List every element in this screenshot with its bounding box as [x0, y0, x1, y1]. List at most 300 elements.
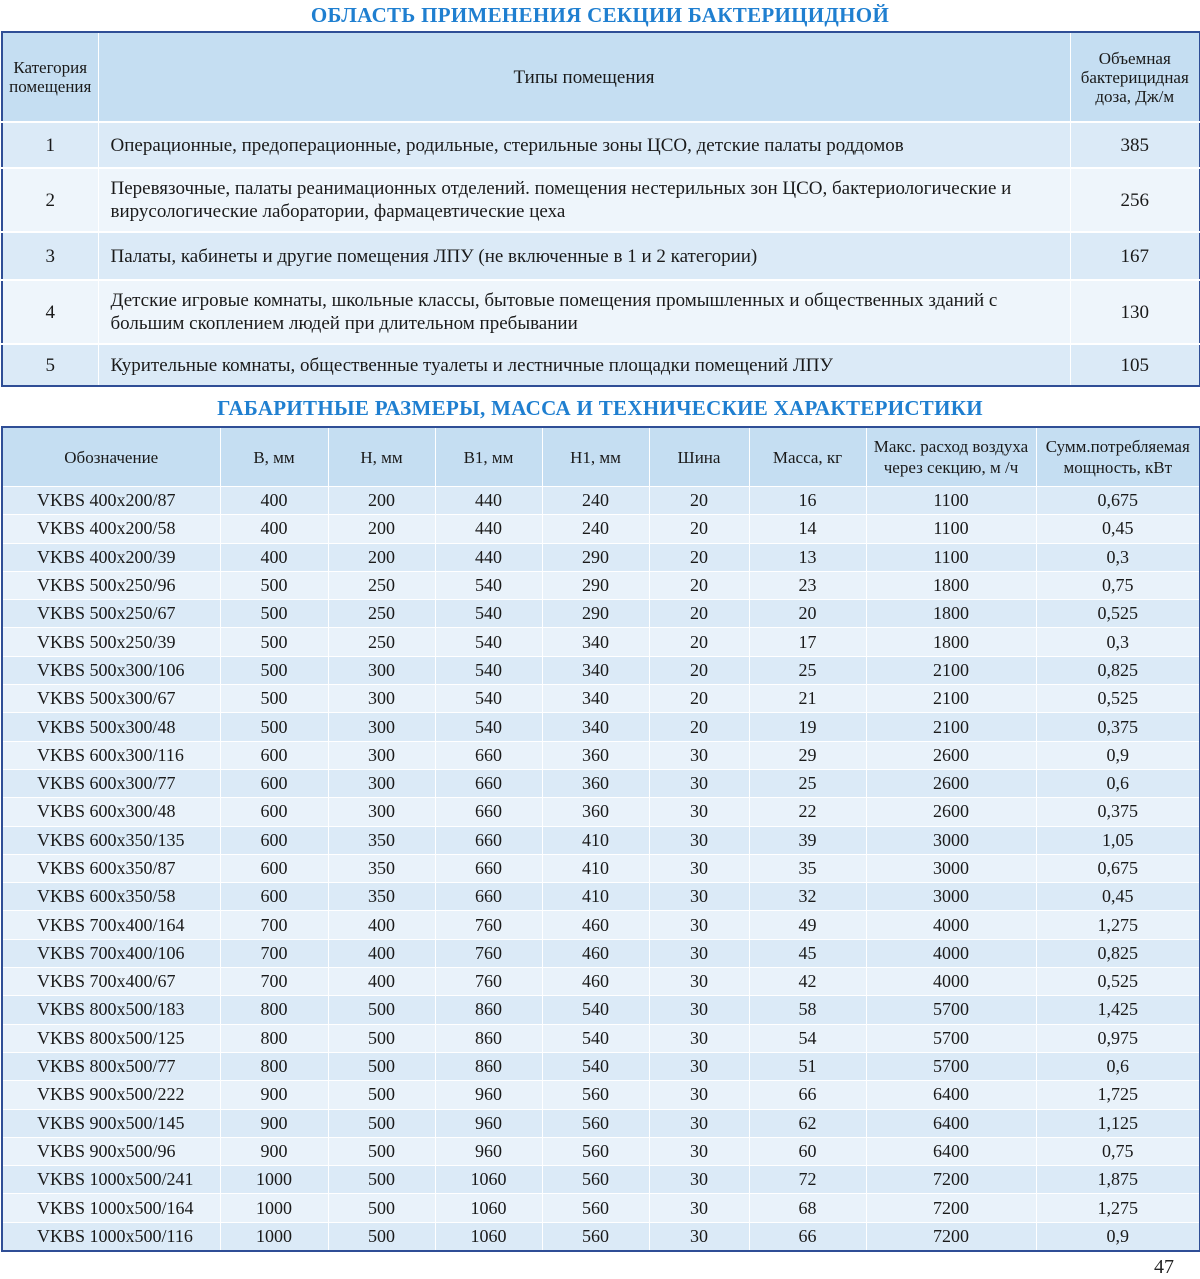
h1-cell: 560: [542, 1109, 649, 1137]
b1-cell: 660: [435, 883, 542, 911]
mass-cell: 60: [749, 1137, 866, 1165]
designation-cell: VKBS 500x300/106: [2, 656, 220, 684]
specs-table: [1, 426, 1200, 1252]
b1-cell: 760: [435, 911, 542, 939]
h1-cell: 240: [542, 487, 649, 515]
bus-cell: 30: [649, 798, 749, 826]
mass-cell: 29: [749, 741, 866, 769]
power-cell: 0,525: [1036, 685, 1200, 713]
designation-cell: VKBS 600x350/58: [2, 883, 220, 911]
designation-cell: VKBS 600x300/77: [2, 769, 220, 797]
h1-cell: 560: [542, 1222, 649, 1251]
header-h1: H1, мм: [542, 427, 649, 487]
category-cell: 3: [2, 232, 98, 280]
b1-cell: 660: [435, 769, 542, 797]
header-types: Типы помещения: [98, 32, 1070, 122]
mass-cell: 66: [749, 1081, 866, 1109]
h1-cell: 360: [542, 741, 649, 769]
b1-cell: 660: [435, 798, 542, 826]
power-cell: 0,9: [1036, 1222, 1200, 1251]
h-cell: 350: [328, 883, 435, 911]
dose-cell: 130: [1070, 280, 1200, 344]
h1-cell: 460: [542, 939, 649, 967]
airflow-cell: 4000: [866, 939, 1036, 967]
bus-cell: 30: [649, 854, 749, 882]
b-cell: 900: [220, 1081, 328, 1109]
header-bus: Шина: [649, 427, 749, 487]
table-row: [2, 656, 1200, 684]
h-cell: 200: [328, 487, 435, 515]
mass-cell: 35: [749, 854, 866, 882]
airflow-cell: 1800: [866, 571, 1036, 599]
bus-cell: 20: [649, 515, 749, 543]
bus-cell: 30: [649, 968, 749, 996]
table-row: [2, 1222, 1200, 1251]
mass-cell: 54: [749, 1024, 866, 1052]
bus-cell: 20: [649, 543, 749, 571]
b1-cell: 660: [435, 854, 542, 882]
header-airflow: Макс. расход воздуха через секцию, м /ч: [866, 427, 1036, 487]
airflow-cell: 3000: [866, 854, 1036, 882]
table-row: [2, 685, 1200, 713]
table-row: [2, 798, 1200, 826]
mass-cell: 62: [749, 1109, 866, 1137]
airflow-cell: 1800: [866, 600, 1036, 628]
airflow-cell: 3000: [866, 826, 1036, 854]
table-row: [2, 1081, 1200, 1109]
b-cell: 1000: [220, 1222, 328, 1251]
table-row: [2, 543, 1200, 571]
mass-cell: 21: [749, 685, 866, 713]
h-cell: 350: [328, 826, 435, 854]
category-cell: 5: [2, 344, 98, 386]
designation-cell: VKBS 600x350/135: [2, 826, 220, 854]
h-cell: 500: [328, 1109, 435, 1137]
b-cell: 500: [220, 600, 328, 628]
table-row: [2, 1194, 1200, 1222]
b-cell: 500: [220, 685, 328, 713]
designation-cell: VKBS 500x250/39: [2, 628, 220, 656]
power-cell: 0,525: [1036, 968, 1200, 996]
b-cell: 600: [220, 798, 328, 826]
mass-cell: 20: [749, 600, 866, 628]
power-cell: 0,525: [1036, 600, 1200, 628]
bus-cell: 30: [649, 996, 749, 1024]
h1-cell: 560: [542, 1194, 649, 1222]
room-type-cell: Перевязочные, палаты реанимационных отделений. помещения нестерильных зон ЦСО, бактериологические и вирусологические лаборатории, фармацевтические цеха: [98, 168, 1070, 232]
bus-cell: 20: [649, 628, 749, 656]
b-cell: 600: [220, 741, 328, 769]
designation-cell: VKBS 700x400/67: [2, 968, 220, 996]
h1-cell: 410: [542, 826, 649, 854]
b-cell: 800: [220, 1052, 328, 1080]
designation-cell: VKBS 400x200/58: [2, 515, 220, 543]
bus-cell: 30: [649, 826, 749, 854]
h1-cell: 360: [542, 798, 649, 826]
h1-cell: 290: [542, 543, 649, 571]
header-power: Сумм.потребляемая мощность, кВт: [1036, 427, 1200, 487]
airflow-cell: 7200: [866, 1222, 1036, 1251]
mass-cell: 58: [749, 996, 866, 1024]
h1-cell: 410: [542, 854, 649, 882]
table-row: [2, 939, 1200, 967]
power-cell: 0,3: [1036, 628, 1200, 656]
b1-cell: 660: [435, 826, 542, 854]
airflow-cell: 2100: [866, 656, 1036, 684]
h1-cell: 540: [542, 996, 649, 1024]
power-cell: 1,425: [1036, 996, 1200, 1024]
designation-cell: VKBS 500x250/67: [2, 600, 220, 628]
b-cell: 900: [220, 1109, 328, 1137]
bus-cell: 30: [649, 769, 749, 797]
mass-cell: 72: [749, 1166, 866, 1194]
table-row: [2, 769, 1200, 797]
table-row: [2, 168, 1200, 232]
b1-cell: 860: [435, 996, 542, 1024]
b1-cell: 540: [435, 656, 542, 684]
airflow-cell: 2100: [866, 713, 1036, 741]
h1-cell: 540: [542, 1024, 649, 1052]
b-cell: 600: [220, 769, 328, 797]
table-row: [2, 344, 1200, 386]
power-cell: 1,725: [1036, 1081, 1200, 1109]
mass-cell: 45: [749, 939, 866, 967]
designation-cell: VKBS 400x200/87: [2, 487, 220, 515]
mass-cell: 25: [749, 769, 866, 797]
h1-cell: 290: [542, 600, 649, 628]
table-row: [2, 628, 1200, 656]
room-type-cell: Детские игровые комнаты, школьные классы, бытовые помещения промышленных и общественных зданий с большим скоплением людей при длительном пребывании: [98, 280, 1070, 344]
h-cell: 500: [328, 1137, 435, 1165]
airflow-cell: 1100: [866, 543, 1036, 571]
power-cell: 0,45: [1036, 515, 1200, 543]
designation-cell: VKBS 700x400/164: [2, 911, 220, 939]
mass-cell: 39: [749, 826, 866, 854]
designation-cell: VKBS 800x500/125: [2, 1024, 220, 1052]
room-type-cell: Палаты, кабинеты и другие помещения ЛПУ (не включенные в 1 и 2 категории): [98, 232, 1070, 280]
h1-cell: 560: [542, 1166, 649, 1194]
h-cell: 300: [328, 769, 435, 797]
bus-cell: 30: [649, 1109, 749, 1137]
b1-cell: 1060: [435, 1194, 542, 1222]
mass-cell: 66: [749, 1222, 866, 1251]
power-cell: 0,45: [1036, 883, 1200, 911]
mass-cell: 14: [749, 515, 866, 543]
designation-cell: VKBS 500x300/67: [2, 685, 220, 713]
designation-cell: VKBS 900x500/145: [2, 1109, 220, 1137]
airflow-cell: 1800: [866, 628, 1036, 656]
power-cell: 1,275: [1036, 1194, 1200, 1222]
h-cell: 400: [328, 911, 435, 939]
b1-cell: 440: [435, 543, 542, 571]
bus-cell: 20: [649, 487, 749, 515]
h1-cell: 560: [542, 1137, 649, 1165]
category-cell: 1: [2, 122, 98, 168]
h-cell: 500: [328, 1166, 435, 1194]
b1-cell: 440: [435, 487, 542, 515]
b-cell: 700: [220, 939, 328, 967]
h-cell: 300: [328, 713, 435, 741]
b1-cell: 1060: [435, 1166, 542, 1194]
b-cell: 600: [220, 826, 328, 854]
designation-cell: VKBS 800x500/77: [2, 1052, 220, 1080]
airflow-cell: 2600: [866, 769, 1036, 797]
table-row: [2, 911, 1200, 939]
bus-cell: 30: [649, 1137, 749, 1165]
category-cell: 2: [2, 168, 98, 232]
h1-cell: 560: [542, 1081, 649, 1109]
h-cell: 400: [328, 968, 435, 996]
dose-cell: 385: [1070, 122, 1200, 168]
h-cell: 500: [328, 1081, 435, 1109]
header-category: Категория помещения: [2, 32, 98, 122]
power-cell: 0,6: [1036, 769, 1200, 797]
bus-cell: 30: [649, 1166, 749, 1194]
table-row: [2, 1052, 1200, 1080]
h-cell: 250: [328, 628, 435, 656]
b1-cell: 540: [435, 628, 542, 656]
b1-cell: 540: [435, 571, 542, 599]
mass-cell: 17: [749, 628, 866, 656]
h-cell: 300: [328, 656, 435, 684]
table-row: [2, 826, 1200, 854]
h1-cell: 460: [542, 968, 649, 996]
table-row: [2, 996, 1200, 1024]
specs-table-header: [2, 427, 1200, 487]
bus-cell: 20: [649, 713, 749, 741]
airflow-cell: 5700: [866, 1052, 1036, 1080]
h1-cell: 340: [542, 628, 649, 656]
b1-cell: 540: [435, 600, 542, 628]
mass-cell: 13: [749, 543, 866, 571]
designation-cell: VKBS 600x300/116: [2, 741, 220, 769]
b-cell: 900: [220, 1137, 328, 1165]
airflow-cell: 3000: [866, 883, 1036, 911]
airflow-cell: 6400: [866, 1109, 1036, 1137]
power-cell: 0,6: [1036, 1052, 1200, 1080]
section2-title: ГАБАРИТНЫЕ РАЗМЕРЫ, МАССА И ТЕХНИЧЕСКИЕ ХАРАКТЕРИСТИКИ: [217, 396, 983, 420]
h-cell: 500: [328, 1024, 435, 1052]
mass-cell: 42: [749, 968, 866, 996]
h1-cell: 240: [542, 515, 649, 543]
b-cell: 700: [220, 968, 328, 996]
mass-cell: 23: [749, 571, 866, 599]
bus-cell: 30: [649, 1024, 749, 1052]
power-cell: 1,875: [1036, 1166, 1200, 1194]
h-cell: 400: [328, 939, 435, 967]
bus-cell: 20: [649, 685, 749, 713]
mass-cell: 68: [749, 1194, 866, 1222]
bus-cell: 30: [649, 1081, 749, 1109]
b-cell: 500: [220, 656, 328, 684]
bus-cell: 30: [649, 883, 749, 911]
h1-cell: 290: [542, 571, 649, 599]
table-row: [2, 571, 1200, 599]
dose-cell: 105: [1070, 344, 1200, 386]
b-cell: 400: [220, 543, 328, 571]
table-row: [2, 883, 1200, 911]
bus-cell: 30: [649, 1194, 749, 1222]
airflow-cell: 4000: [866, 911, 1036, 939]
designation-cell: VKBS 1000x500/241: [2, 1166, 220, 1194]
mass-cell: 51: [749, 1052, 866, 1080]
power-cell: 0,675: [1036, 487, 1200, 515]
power-cell: 0,975: [1036, 1024, 1200, 1052]
bus-cell: 30: [649, 1222, 749, 1251]
b1-cell: 1060: [435, 1222, 542, 1251]
b1-cell: 860: [435, 1024, 542, 1052]
airflow-cell: 7200: [866, 1194, 1036, 1222]
airflow-cell: 7200: [866, 1166, 1036, 1194]
h-cell: 300: [328, 685, 435, 713]
bus-cell: 20: [649, 571, 749, 599]
designation-cell: VKBS 500x250/96: [2, 571, 220, 599]
table-row: [2, 1166, 1200, 1194]
application-table-header: [2, 32, 1200, 122]
airflow-cell: 5700: [866, 996, 1036, 1024]
h-cell: 350: [328, 854, 435, 882]
b1-cell: 960: [435, 1137, 542, 1165]
h-cell: 200: [328, 515, 435, 543]
h-cell: 250: [328, 600, 435, 628]
airflow-cell: 2600: [866, 798, 1036, 826]
b-cell: 800: [220, 1024, 328, 1052]
h-cell: 500: [328, 1222, 435, 1251]
application-table: [1, 31, 1200, 387]
power-cell: 0,75: [1036, 1137, 1200, 1165]
h-cell: 500: [328, 1052, 435, 1080]
bus-cell: 30: [649, 1052, 749, 1080]
airflow-cell: 6400: [866, 1081, 1036, 1109]
airflow-cell: 2100: [866, 685, 1036, 713]
h-cell: 300: [328, 741, 435, 769]
mass-cell: 16: [749, 487, 866, 515]
power-cell: 0,9: [1036, 741, 1200, 769]
dose-cell: 167: [1070, 232, 1200, 280]
b-cell: 500: [220, 628, 328, 656]
b-cell: 400: [220, 515, 328, 543]
designation-cell: VKBS 1000x500/164: [2, 1194, 220, 1222]
designation-cell: VKBS 1000x500/116: [2, 1222, 220, 1251]
power-cell: 0,3: [1036, 543, 1200, 571]
table-row: [2, 854, 1200, 882]
power-cell: 1,125: [1036, 1109, 1200, 1137]
h-cell: 500: [328, 1194, 435, 1222]
table-row: [2, 122, 1200, 168]
designation-cell: VKBS 600x350/87: [2, 854, 220, 882]
airflow-cell: 5700: [866, 1024, 1036, 1052]
mass-cell: 49: [749, 911, 866, 939]
airflow-cell: 4000: [866, 968, 1036, 996]
header-b: B, мм: [220, 427, 328, 487]
h-cell: 250: [328, 571, 435, 599]
h1-cell: 410: [542, 883, 649, 911]
table-row: [2, 713, 1200, 741]
bus-cell: 30: [649, 741, 749, 769]
b-cell: 600: [220, 854, 328, 882]
designation-cell: VKBS 400x200/39: [2, 543, 220, 571]
designation-cell: VKBS 600x300/48: [2, 798, 220, 826]
airflow-cell: 1100: [866, 515, 1036, 543]
category-cell: 4: [2, 280, 98, 344]
b1-cell: 540: [435, 685, 542, 713]
bus-cell: 30: [649, 911, 749, 939]
h-cell: 500: [328, 996, 435, 1024]
b1-cell: 660: [435, 741, 542, 769]
power-cell: 0,75: [1036, 571, 1200, 599]
mass-cell: 32: [749, 883, 866, 911]
h1-cell: 340: [542, 713, 649, 741]
table-row: [2, 1109, 1200, 1137]
bus-cell: 20: [649, 656, 749, 684]
table-row: [2, 515, 1200, 543]
airflow-cell: 1100: [866, 487, 1036, 515]
b-cell: 500: [220, 713, 328, 741]
b-cell: 800: [220, 996, 328, 1024]
table-row: [2, 1024, 1200, 1052]
power-cell: 1,05: [1036, 826, 1200, 854]
airflow-cell: 6400: [866, 1137, 1036, 1165]
table-row: [2, 232, 1200, 280]
bus-cell: 20: [649, 600, 749, 628]
header-h: H, мм: [328, 427, 435, 487]
b1-cell: 760: [435, 968, 542, 996]
power-cell: 0,825: [1036, 939, 1200, 967]
b-cell: 1000: [220, 1194, 328, 1222]
room-type-cell: Операционные, предоперационные, родильные, стерильные зоны ЦСО, детские палаты роддомов: [98, 122, 1070, 168]
power-cell: 0,675: [1036, 854, 1200, 882]
mass-cell: 25: [749, 656, 866, 684]
table-row: [2, 968, 1200, 996]
page-number: 47: [1154, 1256, 1174, 1278]
power-cell: 0,825: [1036, 656, 1200, 684]
designation-cell: VKBS 900x500/222: [2, 1081, 220, 1109]
section1-title: ОБЛАСТЬ ПРИМЕНЕНИЯ СЕКЦИИ БАКТЕРИЦИДНОЙ: [310, 3, 890, 27]
power-cell: 0,375: [1036, 798, 1200, 826]
power-cell: 1,275: [1036, 911, 1200, 939]
designation-cell: VKBS 900x500/96: [2, 1137, 220, 1165]
b-cell: 700: [220, 911, 328, 939]
power-cell: 0,375: [1036, 713, 1200, 741]
designation-cell: VKBS 700x400/106: [2, 939, 220, 967]
header-b1: B1, мм: [435, 427, 542, 487]
header-designation: Обозначение: [2, 427, 220, 487]
h1-cell: 340: [542, 656, 649, 684]
h-cell: 200: [328, 543, 435, 571]
b1-cell: 440: [435, 515, 542, 543]
h1-cell: 340: [542, 685, 649, 713]
h1-cell: 540: [542, 1052, 649, 1080]
table-row: [2, 600, 1200, 628]
header-dose: Объемная бактерицидная доза, Дж/м: [1070, 32, 1200, 122]
room-type-cell: Курительные комнаты, общественные туалеты и лестничные площадки помещений ЛПУ: [98, 344, 1070, 386]
b-cell: 400: [220, 487, 328, 515]
h-cell: 300: [328, 798, 435, 826]
b1-cell: 960: [435, 1081, 542, 1109]
table-row: [2, 741, 1200, 769]
h1-cell: 360: [542, 769, 649, 797]
b-cell: 600: [220, 883, 328, 911]
mass-cell: 19: [749, 713, 866, 741]
mass-cell: 22: [749, 798, 866, 826]
dose-cell: 256: [1070, 168, 1200, 232]
b-cell: 1000: [220, 1166, 328, 1194]
bus-cell: 30: [649, 939, 749, 967]
designation-cell: VKBS 500x300/48: [2, 713, 220, 741]
b1-cell: 860: [435, 1052, 542, 1080]
table-row: [2, 1137, 1200, 1165]
b1-cell: 760: [435, 939, 542, 967]
